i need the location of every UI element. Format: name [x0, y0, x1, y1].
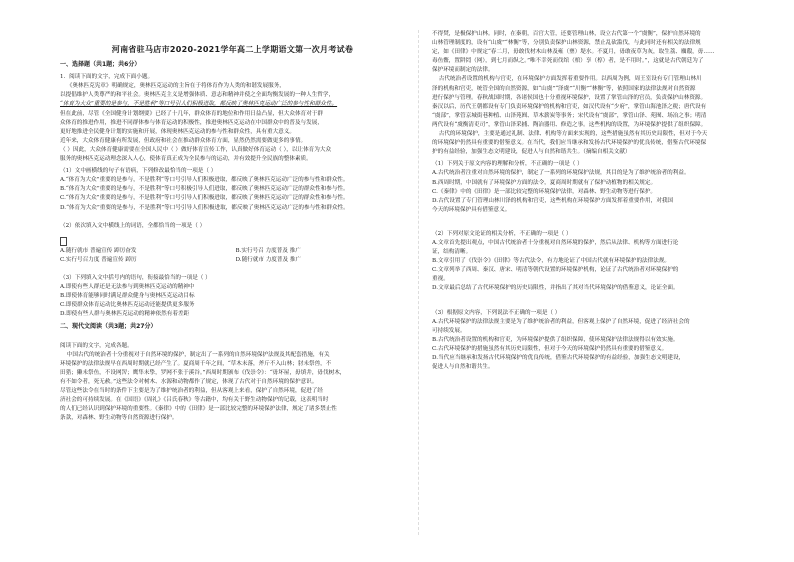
passage-line: 中国古代的统治者十分重视对于自然环境的保护，制定出了一系列的自然环境保护法规及其配套措施，有关 — [66, 351, 330, 358]
passage-line: “虞部”，掌管京城街巷种植、山泽苑囿、草木薪炭等事务；宋代设有“虞部”，掌管山泽、苑囿、场冶之事；明清 — [432, 112, 707, 119]
passage-line: 毒鱼鳖，置阱罔（网），到七月而纵之。”唯不幸死而伐绾（棺）享（椁）者，是不用时。”，这就是古代朝廷为了 — [432, 58, 704, 65]
option-b[interactable]: B.西周时期，中国就有了环境保护方面的法令，夏商周时期就有了保护动植物的相关规定。 — [432, 179, 657, 186]
section2-intro: 阅读下面的文字，完成各题。 — [60, 342, 133, 349]
section1-heading: 一、选择题（共1题；共6分） — [60, 61, 141, 69]
option-d[interactable]: D.即使有些人群与奥林匹克运动的精神依然有着差距 — [60, 311, 190, 318]
passage-line: 尽管这些法令在当时的条件下主要是为了维护统治者的利益，但从客观上来看，保护了自然环境，促进了经 — [60, 388, 323, 394]
passage-line: 众体育的推进作用，推进不同群体参与体育运动的积极性，推进奥林匹克运动在中国群众中的普及与发展， — [60, 119, 323, 126]
option-d-cont: 今天的环境保护具有借鉴意义。 — [432, 206, 511, 213]
sub3-stem: （3）下列填入文中括号内的语句，衔接最恰当的一项是（ ） — [60, 274, 211, 281]
sub2-stem: （2）依次填入文中横线上的词语，全都恰当的一项是（ ） — [60, 222, 206, 229]
option-a[interactable]: A.古代统治者注重对自然环境的保护，制定了一系列的环境保护法规，其目的是为了维护统治者的利益。 — [432, 170, 690, 177]
column-divider — [418, 30, 419, 535]
section2-heading: 二、现代文阅读（共3题；共27分） — [60, 323, 157, 331]
passage-line: 服务的奥林匹克运动理念深入人心，使体育真正成为全民参与的运动，并有效提升全民族的整体素质。 — [60, 156, 312, 163]
passage-line: 《奥林匹克宪章》明确规定，奥林匹克运动的主旨在于将体育作为人类的和谐发展服务， — [66, 83, 285, 90]
passage-line: 秦汉以后，历代王朝都设有专门负责环境保护的机构和官吏，如汉代设有“少府”，掌管山海池泽之税；唐代设有 — [432, 103, 707, 110]
passage-line: 进行保护与管理。春秋战国时期，各诸侯国也十分重视环境保护，设置了掌管山泽的官员，负责保护山林资源。 — [432, 94, 707, 101]
option-b[interactable]: B.即使体育能够同时满足群众健身与奥林匹克运动目标 — [60, 293, 195, 300]
answer-box[interactable] — [60, 237, 405, 247]
option-c[interactable]: C.古代环境保护的措施虽然有其历史局限性，但对于今天的环境保护仍然具有重要的借鉴意义。 — [432, 345, 668, 352]
option-c[interactable]: C.即使群众体育运动比奥林匹克运动还能提供更多服务 — [60, 302, 195, 309]
passage-line: 条款，对森林、野生动物等自然资源进行保护。 — [60, 415, 178, 422]
page-title: 河南省驻马店市2020-2021学年高二上学期语文第一次月考试卷 — [111, 45, 354, 54]
passage-line: （ ）因此，大众体育健康需要在全国人民中（ ）做好体育宣传工作，认真做好体育运动（ ），以让体育为大众 — [60, 146, 332, 153]
option-c-cont: 重视。 — [432, 276, 449, 283]
option-c[interactable]: C.《秦律》中的《田律》是一部比较完整的环境保护法律，对森林、野生动物等进行保护。 — [432, 188, 657, 195]
option-c[interactable]: C.“体育为大众”重要的是参与，不是胜利”等口号引导人们积极进取，都反映了奥林匹克运动广泛的群众性和参与性。 — [60, 195, 349, 202]
checkbox-icon — [60, 237, 67, 246]
option-a[interactable]: A.古代环境保护的法律法规主要是为了维护统治者的利益，但客观上保护了自然环境，促进了经济社会的 — [432, 318, 690, 325]
option-c[interactable]: C.实行号召力度 普遍宣传 踔厉 — [60, 256, 137, 263]
passage-line: 以提倡维护人类尊严的和平社会。奥林匹克主义是增强体质、意志和精神并使之全面均衡发展的一种人生哲学， — [60, 92, 335, 99]
passage-line: 田猎；獭未祭鱼，不设网罟；鹰隼未挚，罗网不张于溪谷。”西周时期颁布《伐崇令》：“毋坏屋，毋填井，毋伐树木， — [60, 369, 346, 376]
passage-line: 的人们已经认识到保护环境的重要性。《秦律》中的《田律》是一部比较完整的环境保护法律，规定了诸多禁止性 — [60, 406, 337, 413]
option-d-cont: 促进人与自然和谐共生。 — [432, 364, 494, 371]
passage-line: 近年来，大众体育健康有所发展，但政府和社会在推动群众体育方面，显然仍然需要做更多的事情。 — [60, 137, 307, 144]
option-a-cont: 可持续发展。 — [432, 327, 466, 334]
option-d[interactable]: D.“体育为大众”重要的是参与，不是胜利”等口号引导人们积极进取，都反映了奥林匹克运动广泛的参与性和群众性。 — [60, 204, 349, 211]
passage-line: 山林管理制度的，设有“山虞”“林衡”等，分别负责保护山林资源，禁止乱砍滥伐，与此同时还有相关的法律规 — [432, 40, 701, 47]
option-d[interactable]: D.文章最后总结了古代环境保护的历史局限性，并指出了其对当代环境保护的借鉴意义，论证全面。 — [432, 285, 679, 292]
option-a-cont: 证，结构清晰。 — [432, 249, 472, 256]
option-a[interactable]: A.“体育为大众”重要的是参与，不是胜利“等口号引导人们积极进取，都反映了奥林匹克运动广泛的参与性和群众性。 — [60, 177, 349, 184]
passage-line: 更好地推进全民健身计划的实施和开展，体现奥林匹克运动的参与性和群众性，具有重大意义。 — [60, 128, 295, 135]
left-column — [60, 32, 405, 423]
passage-line: 泽的机构和官吏，统管全国的自然资源，如“山虞”“泽虞”“川衡”“林衡”等，依照国家的法律法规对自然资源 — [432, 85, 696, 92]
option-d[interactable]: D.随行就市 力度普及 推广 — [235, 256, 302, 263]
passage-line: 的环境保护仍然具有重要的借鉴意义。在当代，我们应当继承和发扬古代环境保护的优良传统，借鉴古代环境保 — [432, 140, 707, 147]
q1-passage — [60, 82, 405, 164]
passage-line: 环境保护的法律法规早在西周时期就已经产生了。夏商周千年之间，“草木未落，斧斤不入山林；豺未祭兽，不 — [60, 360, 332, 367]
passage-line: 两代设有“虞衡清吏司”，掌管山泽采捕、陶冶器用、修造之事。这些机构的设置，为环境保护提供了组织保障。 — [432, 121, 707, 128]
q1-stem: （1）下列关于原文内容的理解和分析，不正确的一项是（ ） — [432, 161, 583, 168]
sub1-stem: （1）文中画横线的句子有语病，下列修改最恰当的一项是（ ） — [60, 168, 217, 175]
right-column — [432, 30, 777, 372]
passage-line: 济社会的可持续发展。在《国语》《周礼》《吕氏春秋》等古籍中，均有关于野生动物保护的记载，这表明当时 — [60, 397, 329, 404]
q1-stem: 1．阅读下面的文字，完成下面小题。 — [60, 74, 154, 81]
option-d[interactable]: D.当代应当继承和发扬古代环境保护的优良传统，借鉴古代环境保护的有益经验，加强生态文明建设， — [432, 355, 685, 361]
option-b[interactable]: B.“体育为大众”重要的是参与，不是胜利”等口号积极引导人们进取，都反映了奥林匹克运动广泛的群众性和参与性。 — [60, 186, 349, 193]
passage-line: 护的有益经验，加强生态文明建设，促进人与自然和谐共生。（摘编自相关文献） — [432, 149, 631, 156]
q2-stem: （2）下列对原文论证的相关分析，不正确的一项是（ ） — [432, 230, 572, 237]
option-a[interactable]: A.随行就市 普遍宣传 踔厉奋发 — [60, 247, 137, 254]
passage-line: 定，如《田律》中规定“春二月，毋敢伐材木山林及雍（壅）堤水。不夏月，毋敢夜草为灰，取生荔、麛鷇，毋…… — [432, 49, 715, 56]
option-b[interactable]: B.文章引用了《伐崇令》《田律》等古代法令，有力地论证了中国古代就有环境保护的法律法规。 — [432, 258, 671, 265]
passage-line: 有不如令者，死无赦。”这些法令对树木、水源和动物都作了规定，体现了古代对于自然环境的保护意识。 — [60, 378, 318, 385]
option-b[interactable]: B.古代统治者设置的机构和官吏，为环境保护提供了组织保障，使环境保护法律法规得以有效实施。 — [432, 336, 679, 343]
underlined-sentence: “体育为大众”重要的是参与，不是胜利”等口号引人们积极进取，都反映了奥林匹克运动广泛的参与性和群众性。 — [60, 101, 338, 108]
option-a[interactable]: A.文章首先提出观点，中国古代统治者十分重视对自然环境的保护，然后从法律、机构等方面进行论 — [432, 239, 679, 246]
passage-line: 不得焚，是极保护山林。同时，在秦朝，百官大管，还要管理山林，设立古代第一个“虞衡”，保护自然环境的 — [432, 31, 701, 37]
sub2-options — [60, 247, 405, 265]
option-c[interactable]: C.文章列举了西周、秦汉、唐宋、明清等朝代设置的环境保护机构，论证了古代统治者对环境保护的 — [432, 267, 679, 274]
option-a[interactable]: A.即使有些人群还是无法参与到奥林匹克运动的精神中 — [60, 284, 195, 291]
right-passage — [432, 30, 777, 157]
q3-stem: （3）根据原文内容，下列说法不正确的一项是（ ） — [432, 309, 561, 316]
passage-line: 保护环境而制定的法律。 — [432, 67, 494, 74]
passage-line: 但在此前，尽管《全国健身计划纲要》已经了十几年，群众体育的地位和作用日益凸显，但大众体育对于群 — [60, 110, 323, 117]
section2-passage — [60, 351, 405, 424]
passage-line: 古代的环境保护，主要是通过礼制、法律、机构等方面来实现的，这些措施虽然有其历史局限性，但对于今天 — [438, 131, 708, 138]
option-b[interactable]: B.实行号召 力度普及 推广 — [235, 247, 301, 254]
option-d[interactable]: D.古代设置了专门管理山林川泽的机构和官吏，这些机构在环境保护方面发挥着重要作用，对我国 — [432, 197, 674, 204]
passage-line: 古代统治者设置的机构与官吏，在环境保护方面发挥着重要作用。以西周为例，周王室设有专门管理山林川 — [438, 76, 702, 83]
